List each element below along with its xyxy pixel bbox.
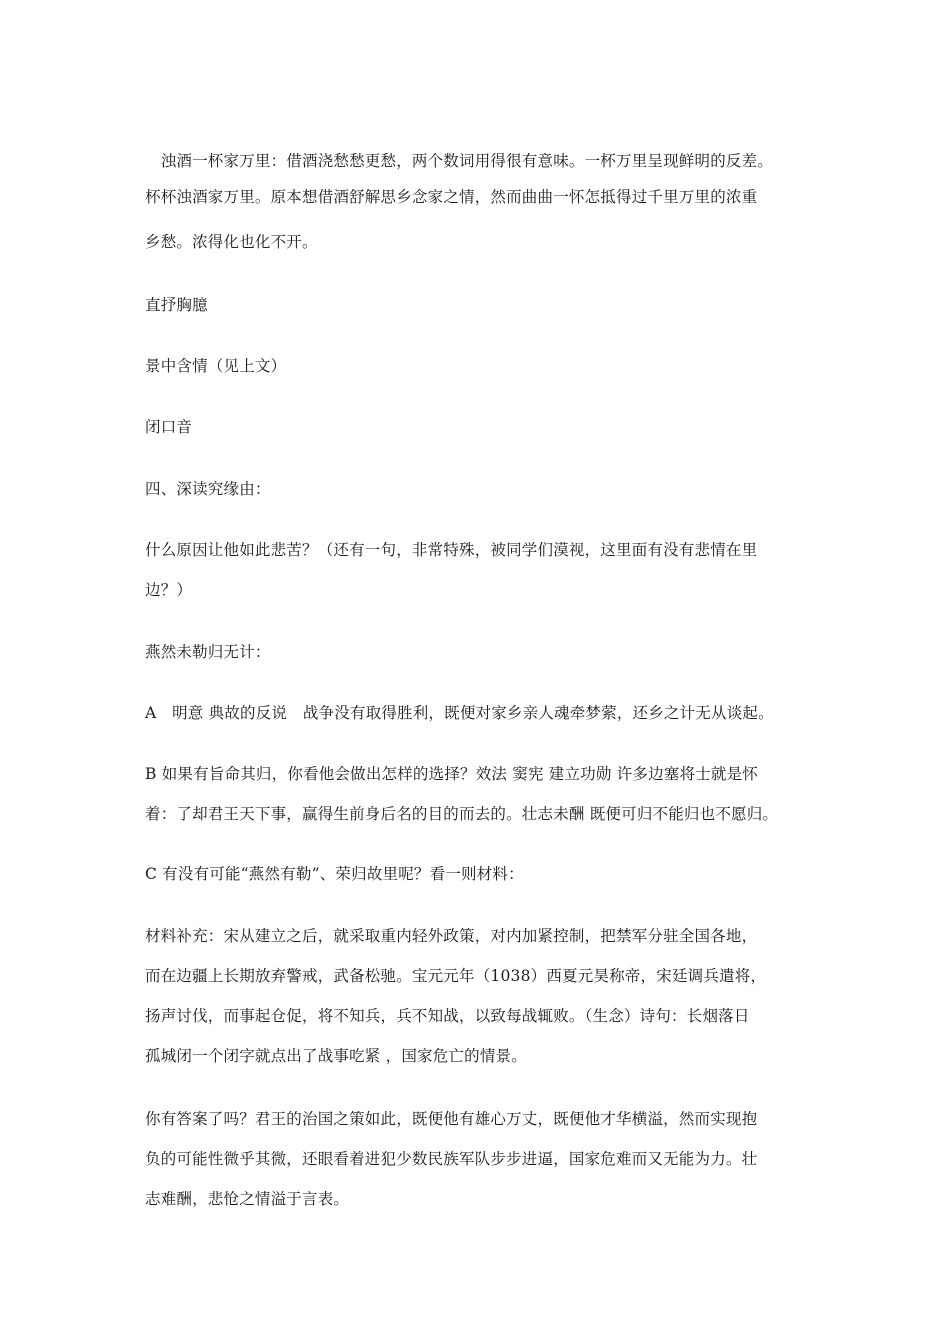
paragraph-12-line-3: 志难酬，悲怆之情溢于言表。 xyxy=(145,1190,350,1208)
paragraph-1-line-3: 乡愁。浓得化也化不开。 xyxy=(145,233,318,251)
section-heading: 四、深读究缘由： xyxy=(145,480,271,498)
paragraph-6-line-2: 边？） xyxy=(145,581,193,599)
paragraph-7-line-1: 燕然未勒归无计： xyxy=(145,643,271,661)
paragraph-1-line-2: 杯杯浊酒家万里。原本想借酒舒解思乡念家之情，然而曲曲一怀怎抵得过千里万里的浓重 xyxy=(145,188,758,206)
paragraph-3-line-1: 景中含情（见上文） xyxy=(145,357,287,375)
paragraph-4-line-1: 闭口音 xyxy=(145,418,193,436)
paragraph-2-line-1: 直抒胸臆 xyxy=(145,296,208,314)
paragraph-9-line-1: B 如果有旨命其归，你看他会做出怎样的选择？效法 窦宪 建立功勋 许多边塞将士就是怀 xyxy=(145,765,759,783)
paragraph-8-line-1: A 明意 典故的反说 战争没有取得胜利，既便对家乡亲人魂牵梦萦，还乡之计无从谈起。 xyxy=(145,704,774,722)
paragraph-11-line-1: 材料补充：宋从建立之后，就采取重内轻外政策，对内加紧控制，把禁军分驻全国各地， xyxy=(145,927,758,945)
paragraph-11-line-2: 而在边疆上长期放弃警戒，武备松驰。宝元元年（1038）西夏元昊称帝，宋廷调兵遣将， xyxy=(145,967,767,985)
paragraph-10-line-1: C 有没有可能“燕然有勒”、荣归故里呢？看一则材料： xyxy=(145,865,524,883)
paragraph-11-line-4: 孤城闭一个闭字就点出了战事吃紧 ，国家危亡的情景。 xyxy=(145,1047,527,1065)
paragraph-9-line-2: 着：了却君王天下事，赢得生前身后名的目的而去的。壮志未酬 既便可归不能归也不愿归。 xyxy=(145,805,779,823)
paragraph-12-line-1: 你有答案了吗？君王的治国之策如此，既便他有雄心万丈，既便他才华横溢，然而实现抱 xyxy=(145,1110,758,1128)
paragraph-12-line-2: 负的可能性微乎其微，还眼看着进犯少数民族军队步步进逼，国家危难而又无能为力。壮 xyxy=(145,1150,758,1168)
paragraph-11-line-3: 扬声讨伐，而事起仓促，将不知兵，兵不知战，以致每战辄败。（生念）诗句：长烟落日 xyxy=(145,1007,750,1025)
paragraph-6-line-1: 什么原因让他如此悲苦？（还有一句，非常特殊，被同学们漠视，这里面有没有悲情在里 xyxy=(145,541,758,559)
paragraph-1-line-1: 浊酒一杯家万里：借酒浇愁愁更愁，两个数词用得很有意味。一杯万里呈现鲜明的反差。 xyxy=(145,152,774,170)
